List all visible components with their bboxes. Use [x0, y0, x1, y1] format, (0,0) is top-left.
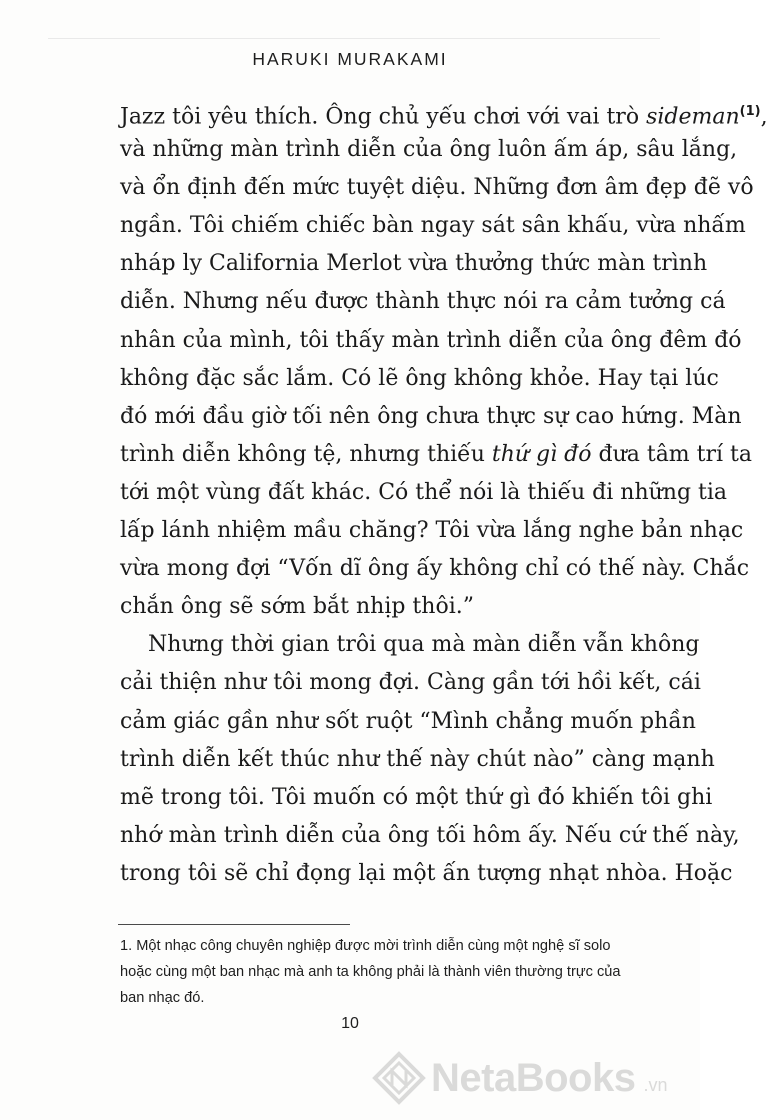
body-line: nhớ màn trình diễn của ông tối hôm ấy. Nếu cứ thế này, [120, 822, 740, 848]
body-line: Nhưng thời gian trôi qua mà màn diễn vẫn không [120, 632, 700, 658]
footnote [120, 933, 690, 1011]
italic-term: thứ gì đó [491, 441, 592, 467]
watermark-logo [373, 1052, 667, 1104]
body-line: trong tôi sẽ chỉ đọng lại một ấn tượng nhạt nhòa. Hoặc [120, 860, 733, 886]
footnote-line: 1. Một nhạc công chuyên nghiệp được mời trình diễn cùng một nghệ sĩ solo [120, 938, 611, 954]
italic-term: sideman [646, 104, 740, 130]
watermark-brand: NetaBooks [431, 1055, 636, 1100]
body-line: đó mới đầu giờ tối nên ông chưa thực sự cao hứng. Màn [120, 403, 742, 429]
footnote-line: hoặc cùng một ban nhạc mà anh ta không phải là thành viên thường trực của [120, 964, 621, 980]
body-line: không đặc sắc lắm. Có lẽ ông không khỏe. Hay tại lúc [120, 365, 719, 391]
netabooks-logo-icon [373, 1052, 425, 1104]
body-line: tới một vùng đất khác. Có thể nói là thiếu đi những tia [120, 479, 728, 505]
body-line: trình diễn không tệ, nhưng thiếu thứ gì đó đưa tâm trí ta [120, 441, 753, 467]
body-line: nhân của mình, tôi thấy màn trình diễn của ông đêm đó [120, 327, 742, 353]
page-number: 10 [341, 1015, 359, 1032]
body-line: Jazz tôi yêu thích. Ông chủ yếu chơi với vai trò sideman$^{(1)}$, [120, 104, 768, 130]
body-line: cảm giác gần như sốt ruột “Mình chẳng muốn phần [120, 708, 696, 734]
footnote-marker: (1) [739, 104, 761, 119]
body-line: diễn. Nhưng nếu được thành thực nói ra cảm tưởng cá [120, 289, 726, 315]
body-line: trình diễn kết thúc như thế này chút nào” càng mạnh [120, 746, 715, 772]
body-line: cải thiện như tôi mong đợi. Càng gần tới hồi kết, cái [120, 670, 701, 696]
body-line: ngần. Tôi chiếm chiếc bàn ngay sát sân khấu, vừa nhấm [120, 213, 746, 239]
body-line: lấp lánh nhiệm mầu chăng? Tôi vừa lắng nghe bản nhạc [120, 518, 744, 544]
running-header: HARUKI MURAKAMI [252, 49, 448, 69]
body-line: và ổn định đến mức tuyệt diệu. Những đơn âm đẹp đẽ vô [120, 175, 754, 201]
footnote-line: ban nhạc đó. [120, 990, 205, 1006]
watermark-tld: .vn [643, 1074, 668, 1095]
body-line: và những màn trình diễn của ông luôn ấm áp, sâu lắng, [120, 137, 738, 163]
body-line: chắn ông sẽ sớm bắt nhịp thôi.” [120, 594, 474, 620]
top-rule [48, 38, 660, 39]
body-line: nháp ly California Merlot vừa thưởng thức màn trình [120, 251, 708, 277]
footnote-divider [118, 924, 350, 925]
body-line: mẽ trong tôi. Tôi muốn có một thứ gì đó khiến tôi ghi [120, 784, 713, 810]
body-line: vừa mong đợi “Vốn dĩ ông ấy không chỉ có thế này. Chắc [120, 556, 750, 582]
body-text [120, 93, 768, 893]
